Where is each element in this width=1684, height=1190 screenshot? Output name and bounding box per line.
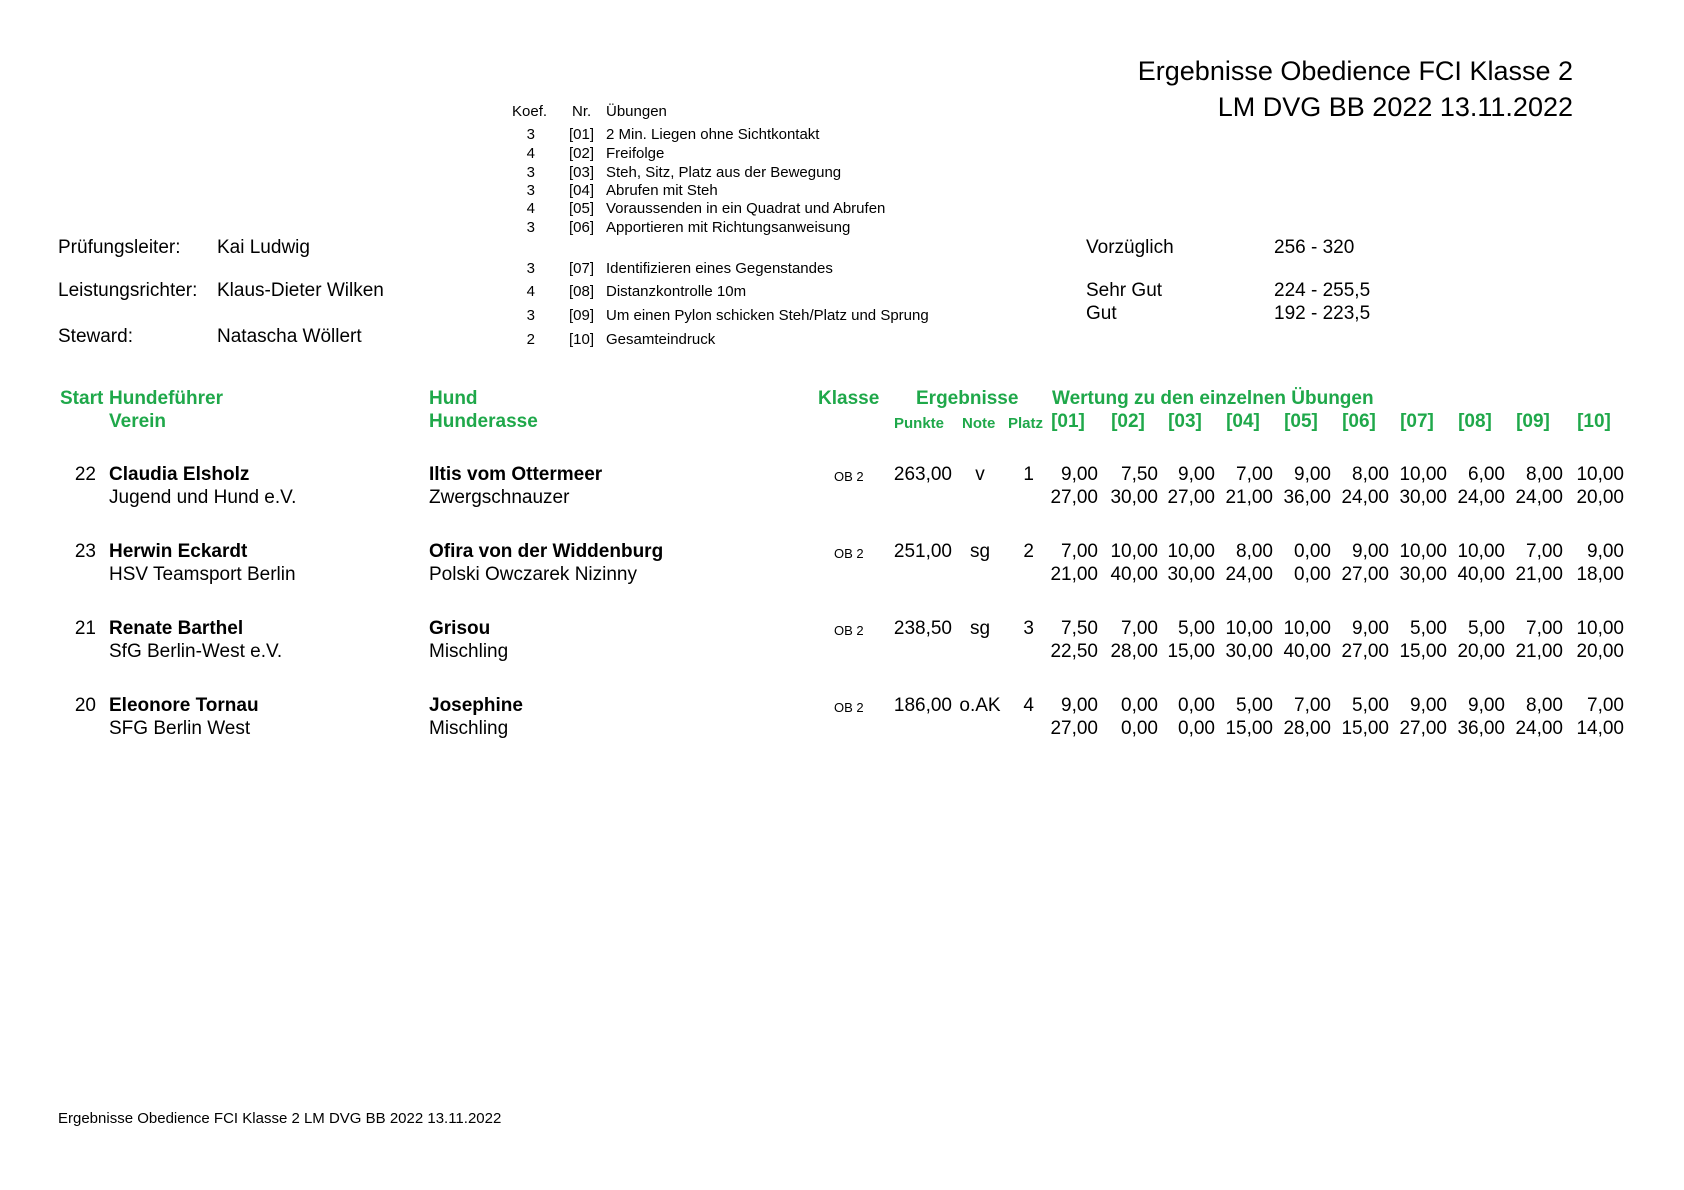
entry-platz: 4 [1023,695,1034,716]
entry-handler: Herwin Eckardt [109,541,248,562]
exercise-score: 8,00 [1236,541,1273,562]
exercise-nr: [08] [568,283,594,300]
grade-label: Gut [1086,303,1117,324]
exercise-weighted-score: 27,00 [1341,641,1389,662]
exercise-label: Voraussenden in ein Quadrat und Abrufen [606,200,886,217]
header-platz: Platz [1008,415,1044,432]
exercise-weighted-score: 27,00 [1167,487,1215,508]
exercise-weighted-score: 28,00 [1283,718,1331,739]
header-punkte: Punkte [894,415,945,432]
exercise-nr: [10] [568,331,594,348]
exercise-weighted-score: 14,00 [1576,718,1624,739]
header-note: Note [962,415,996,432]
exercise-weighted-score: 27,00 [1050,487,1098,508]
exercise-label-header: Übungen [606,103,667,120]
exercise-score: 7,00 [1121,618,1158,639]
exercise-weighted-score: 24,00 [1515,718,1563,739]
entry-club: Jugend und Hund e.V. [109,487,297,508]
exercise-koef: 2 [526,331,535,348]
exercise-score: 7,00 [1526,541,1563,562]
exercise-nr: [01] [568,126,594,143]
entry-start: 21 [74,618,96,639]
exercise-label: Gesamteindruck [606,331,716,348]
entry-klasse: OB 2 [834,469,864,484]
exercise-score: 10,00 [1225,618,1273,639]
exercise-weighted-score: 30,00 [1399,487,1447,508]
exercise-label: Apportieren mit Richtungsanweisung [606,219,851,236]
exercise-koef: 3 [526,260,535,277]
entry-klasse: OB 2 [834,546,864,561]
exercise-score: 7,50 [1061,618,1098,639]
exercise-weighted-score: 40,00 [1110,564,1158,585]
exercise-weighted-score: 20,00 [1457,641,1505,662]
exercise-score: 9,00 [1178,464,1215,485]
exercise-nr: [09] [568,307,594,324]
exercise-weighted-score: 21,00 [1515,641,1563,662]
exercise-score: 9,00 [1061,464,1098,485]
exercise-weighted-score: 28,00 [1110,641,1158,662]
exercise-label: Identifizieren eines Gegenstandes [606,260,833,277]
entry-punkte: 251,00 [893,541,952,562]
exercise-score: 7,00 [1061,541,1098,562]
exercise-koef: 3 [526,126,535,143]
exercise-column-header: [02] [1111,411,1145,432]
exercise-weighted-score: 15,00 [1399,641,1447,662]
exercise-weighted-score: 18,00 [1576,564,1624,585]
exercise-weighted-score: 21,00 [1050,564,1098,585]
exercise-weighted-score: 15,00 [1225,718,1273,739]
exercise-weighted-score: 24,00 [1341,487,1389,508]
entry-punkte: 263,00 [893,464,952,485]
page-footer: Ergebnisse Obedience FCI Klasse 2 LM DVG BB 2022 13.11.2022 [58,1110,502,1127]
exercise-nr: [04] [568,182,594,199]
exercise-score: 0,00 [1121,695,1158,716]
entry-club: HSV Teamsport Berlin [109,564,296,585]
exercise-weighted-score: 24,00 [1457,487,1505,508]
official-name: Klaus-Dieter Wilken [217,280,384,301]
header-handler: Hundeführer [109,388,223,409]
exercise-score: 10,00 [1576,618,1624,639]
exercise-score: 9,00 [1587,541,1624,562]
entry-start: 23 [74,541,96,562]
entry-note: o.AK [959,695,1001,716]
official-role: Steward: [58,326,133,347]
exercise-score: 0,00 [1178,695,1215,716]
entry-platz: 3 [1023,618,1034,639]
exercise-weighted-score: 15,00 [1341,718,1389,739]
exercise-column-header: [06] [1342,411,1376,432]
exercise-weighted-score: 22,50 [1050,641,1098,662]
exercise-score: 10,00 [1283,618,1331,639]
exercise-score: 10,00 [1399,541,1447,562]
exercise-koef-header: Koef. [512,103,548,120]
official-name: Kai Ludwig [217,237,310,258]
entry-platz: 1 [1023,464,1034,485]
entry-dog: Ofira von der Widdenburg [429,541,664,562]
exercise-weighted-score: 0,00 [1178,718,1215,739]
exercise-column-header: [10] [1577,411,1611,432]
entry-note: sg [969,541,991,562]
exercise-score: 7,00 [1294,695,1331,716]
entry-breed: Mischling [429,641,509,662]
grade-range: 192 - 223,5 [1274,303,1371,324]
grade-label: Sehr Gut [1086,280,1163,301]
exercise-score: 10,00 [1110,541,1158,562]
exercise-label: Distanzkontrolle 10m [606,283,747,300]
exercise-column-header: [04] [1226,411,1260,432]
entry-punkte: 238,50 [893,618,952,639]
exercise-nr: [07] [568,260,594,277]
entry-punkte: 186,00 [893,695,952,716]
exercise-score: 9,00 [1294,464,1331,485]
entry-start: 20 [74,695,96,716]
exercise-label: 2 Min. Liegen ohne Sichtkontakt [606,126,820,143]
entry-breed: Mischling [429,718,509,739]
exercise-weighted-score: 24,00 [1225,564,1273,585]
exercise-score: 10,00 [1167,541,1215,562]
exercise-koef: 3 [526,219,535,236]
exercise-score: 10,00 [1576,464,1624,485]
grade-range: 256 - 320 [1274,237,1355,258]
exercise-weighted-score: 0,00 [1121,718,1158,739]
header-club: Verein [109,411,167,432]
exercise-score: 9,00 [1061,695,1098,716]
exercise-score: 7,00 [1526,618,1563,639]
header-klasse: Klasse [818,388,880,409]
exercise-koef: 3 [526,182,535,199]
exercise-score: 8,00 [1352,464,1389,485]
page-title: Ergebnisse Obedience FCI Klasse 2 [1137,56,1573,86]
exercise-column-header: [08] [1458,411,1492,432]
exercise-weighted-score: 40,00 [1283,641,1331,662]
entry-klasse: OB 2 [834,623,864,638]
exercise-label: Steh, Sitz, Platz aus der Bewegung [606,164,842,181]
exercise-score: 0,00 [1294,541,1331,562]
exercise-score: 7,00 [1236,464,1273,485]
grade-range: 224 - 255,5 [1274,280,1371,301]
official-name: Natascha Wöllert [217,326,362,347]
exercise-column-header: [09] [1516,411,1550,432]
header-results: Ergebnisse [916,388,1019,409]
page-subtitle: LM DVG BB 2022 13.11.2022 [1217,92,1573,122]
exercise-koef: 3 [526,307,535,324]
entry-club: SfG Berlin-West e.V. [109,641,283,662]
exercise-weighted-score: 27,00 [1341,564,1389,585]
exercise-weighted-score: 15,00 [1167,641,1215,662]
exercise-weighted-score: 27,00 [1050,718,1098,739]
entry-note: v [975,464,985,485]
exercise-weighted-score: 24,00 [1515,487,1563,508]
exercise-score: 9,00 [1410,695,1447,716]
entry-klasse: OB 2 [834,700,864,715]
exercise-score: 5,00 [1468,618,1505,639]
header-start: Start [60,388,104,409]
exercise-score: 5,00 [1236,695,1273,716]
exercise-column-header: [03] [1168,411,1202,432]
exercise-nr: [05] [568,200,594,217]
exercise-column-header: [01] [1051,411,1085,432]
header-breed: Hunderasse [429,411,538,432]
exercise-weighted-score: 30,00 [1399,564,1447,585]
exercise-weighted-score: 30,00 [1167,564,1215,585]
exercise-score: 10,00 [1457,541,1505,562]
exercise-score: 9,00 [1352,618,1389,639]
entry-note: sg [969,618,991,639]
exercise-weighted-score: 21,00 [1515,564,1563,585]
exercise-score: 5,00 [1352,695,1389,716]
exercise-label: Abrufen mit Steh [606,182,718,199]
exercise-weighted-score: 40,00 [1457,564,1505,585]
exercise-koef: 4 [526,145,535,162]
exercise-nr: [03] [568,164,594,181]
exercise-label: Um einen Pylon schicken Steh/Platz und Sprung [606,307,929,324]
official-role: Leistungsrichter: [58,280,198,301]
exercise-label: Freifolge [606,145,665,162]
exercise-weighted-score: 36,00 [1457,718,1505,739]
exercise-score: 5,00 [1410,618,1447,639]
exercise-weighted-score: 20,00 [1576,487,1624,508]
exercise-score: 9,00 [1468,695,1505,716]
entry-club: SFG Berlin West [109,718,251,739]
exercise-weighted-score: 30,00 [1225,641,1273,662]
grade-label: Vorzüglich [1086,237,1174,258]
official-role: Prüfungsleiter: [58,237,181,258]
entry-breed: Polski Owczarek Nizinny [429,564,637,585]
exercise-nr: [02] [568,145,594,162]
exercise-weighted-score: 27,00 [1399,718,1447,739]
exercise-score: 7,00 [1587,695,1624,716]
exercise-score: 8,00 [1526,695,1563,716]
entry-start: 22 [74,464,96,485]
exercise-nr: [06] [568,219,594,236]
exercise-score: 8,00 [1526,464,1563,485]
exercise-weighted-score: 0,00 [1294,564,1331,585]
exercise-score: 10,00 [1399,464,1447,485]
exercise-nr-header: Nr. [572,103,592,120]
entry-handler: Eleonore Tornau [109,695,259,716]
exercise-weighted-score: 30,00 [1110,487,1158,508]
exercise-column-header: [05] [1284,411,1318,432]
entry-dog: Grisou [429,618,491,639]
entry-dog: Josephine [429,695,523,716]
exercise-weighted-score: 36,00 [1283,487,1331,508]
header-dog: Hund [429,388,478,409]
exercise-koef: 4 [526,200,535,217]
exercise-koef: 3 [526,164,535,181]
entry-platz: 2 [1023,541,1034,562]
exercise-score: 7,50 [1121,464,1158,485]
exercise-weighted-score: 21,00 [1225,487,1273,508]
entry-dog: Iltis vom Ottermeer [429,464,603,485]
exercise-column-header: [07] [1400,411,1434,432]
exercise-score: 9,00 [1352,541,1389,562]
exercise-koef: 4 [526,283,535,300]
exercise-weighted-score: 20,00 [1576,641,1624,662]
entry-handler: Claudia Elsholz [109,464,250,485]
entry-breed: Zwergschnauzer [429,487,570,508]
header-exercises-title: Wertung zu den einzelnen Übungen [1052,388,1374,409]
exercise-score: 5,00 [1178,618,1215,639]
entry-handler: Renate Barthel [109,618,244,639]
exercise-score: 6,00 [1468,464,1505,485]
